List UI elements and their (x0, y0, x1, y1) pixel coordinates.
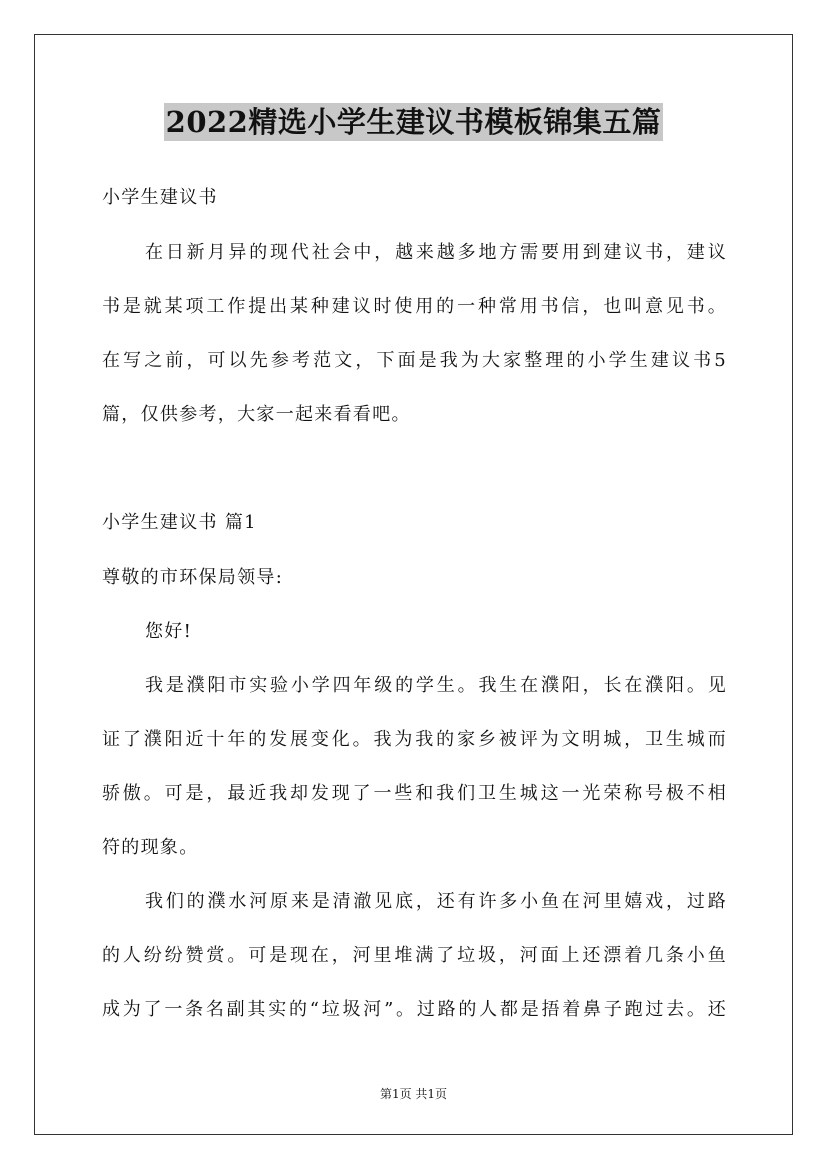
salutation: 尊敬的市环保局领导: (102, 567, 284, 588)
paragraph-line: 符的现象。 (102, 837, 199, 858)
paragraph-line: 成为了一条名副其实的“垃圾河”。过路的人都是捂着鼻子跑过去。还 (102, 999, 727, 1020)
page-footer: 第1页 共1页 (379, 1087, 448, 1101)
intro-line: 在日新月异的现代社会中，越来越多地方需要用到建议书，建议 (145, 242, 727, 263)
paragraph-line: 骄傲。可是，最近我却发现了一些和我们卫生城这一光荣称号极不相 (102, 783, 727, 804)
intro-line: 在写之前，可以先参考范文，下面是我为大家整理的小学生建议书5 (102, 350, 727, 371)
section-heading: 小学生建议书 (102, 187, 218, 208)
piece-heading: 小学生建议书 篇1 (102, 512, 257, 533)
paragraph-line: 证了濮阳近十年的发展变化。我为我的家乡被评为文明城，卫生城而 (102, 729, 727, 750)
document-title: 2022精选小学生建议书模板锦集五篇 (165, 105, 662, 139)
paragraph-line: 我是濮阳市实验小学四年级的学生。我生在濮阳，长在濮阳。见 (145, 675, 727, 696)
intro-line: 书是就某项工作提出某种建议时使用的一种常用书信，也叫意见书。 (102, 296, 727, 317)
greeting: 您好! (145, 621, 193, 642)
intro-line: 篇，仅供参考，大家一起来看看吧。 (102, 404, 411, 425)
paragraph-line: 我们的濮水河原来是清澈见底，还有许多小鱼在河里嬉戏，过路 (145, 891, 727, 912)
paragraph-line: 的人纷纷赞赏。可是现在，河里堆满了垃圾，河面上还漂着几条小鱼 (102, 945, 727, 966)
